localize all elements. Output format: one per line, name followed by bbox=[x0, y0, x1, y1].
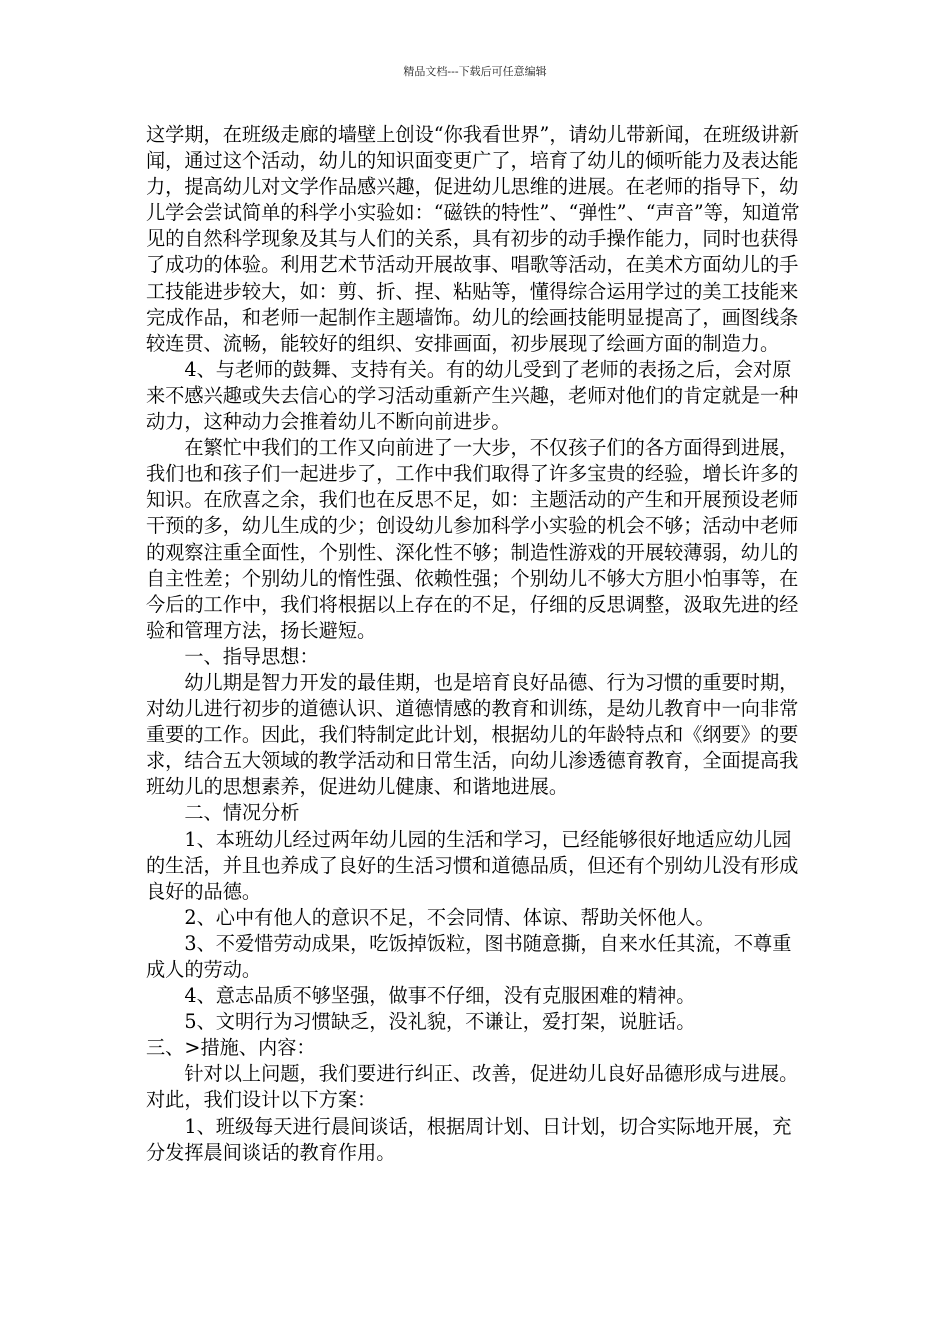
paragraph: 针对以上问题，我们要进行纠正、改善，促进幼儿良好品德形成与进展。对此，我们设计以下方案： bbox=[146, 1062, 799, 1112]
list-item: 1、班级每天进行晨间谈话，根据周计划、日计划，切合实际地开展，充分发挥晨间谈话的教育作用。 bbox=[146, 1114, 792, 1164]
paragraph: 在繁忙中我们的工作又向前进了一大步，不仅孩子们的各方面得到进展，我们也和孩子们一起进步了，工作中我们取得了许多宝贵的经验，增长许多的知识。在欣喜之余，我们也在反思不足，如：主题活动的产生和开展预设老师干预的多，幼儿生成的少；创设幼儿参加科学小实验的机会不够；活动中老师的观察注重全面性，个别性、深化性不够；制造性游戏的开展较薄弱，幼儿的自主性差；个别幼儿的惰性强、依赖性强；个别幼儿不够大方胆小怕事等，在今后的工作中，我们将根据以上存在的不足，仔细的反思调整，汲取先进的经验和管理方法，扬长避短。 bbox=[146, 436, 799, 642]
paragraph: 4、与老师的鼓舞、支持有关。有的幼儿受到了老师的表扬之后，会对原来不感兴趣或失去信心的学习活动重新产生兴趣，老师对他们的肯定就是一种动力，这种动力会推着幼儿不断向前进步。 bbox=[146, 357, 799, 434]
list-item: 3、不爱惜劳动成果，吃饭掉饭粒，图书随意撕，自来水任其流，不尊重成人的劳动。 bbox=[146, 931, 792, 981]
list-item: 2、心中有他人的意识不足，不会同情、体谅、帮助关怀他人。 bbox=[146, 905, 715, 929]
paragraph: 幼儿期是智力开发的最佳期，也是培育良好品德、行为习惯的重要时期，对幼儿进行初步的道德认识、道德情感的教育和训练，是幼儿教育中一向非常重要的工作。因此，我们特制定此计划，根据幼儿的年龄特点和《纲要》的要求，结合五大领域的教学活动和日常生活，向幼儿渗透德育教育，全面提高我班幼儿的思想素养，促进幼儿健康、和谐地进展。 bbox=[146, 670, 799, 799]
list-item: 1、本班幼儿经过两年幼儿园的生活和学习，已经能够很好地适应幼儿园的生活，并且也养成了良好的生活习惯和道德品质，但还有个别幼儿没有形成良好的品德。 bbox=[146, 827, 799, 903]
section-heading: 二、情况分析 bbox=[146, 801, 300, 825]
list-item: 5、文明行为习惯缺乏，没礼貌，不谦让，爱打架，说脏话。 bbox=[146, 1010, 696, 1034]
page-header: 精品文档---下载后可任意编辑 bbox=[403, 65, 547, 78]
list-item: 4、意志品质不够坚强，做事不仔细，没有克服困难的精神。 bbox=[146, 984, 696, 1008]
section-heading: 一、指导思想： bbox=[146, 644, 319, 668]
paragraph: 这学期，在班级走廊的墙壁上创设“你我看世界”，请幼儿带新闻，在班级讲新闻，通过这个活动，幼儿的知识面变更广了，培育了幼儿的倾听能力及表达能力，提高幼儿对文学作品感兴趣，促进幼儿思维的进展。在老师的指导下，幼儿学会尝试简单的科学小实验如：“磁铁的特性”、“弹性”、“声音”等，知道常见的自然科学现象及其与人们的关系，具有初步的动手操作能力，同时也获得了成功的体验。利用艺术节活动开展故事、唱歌等活动，在美术方面幼儿的手工技能进步较大，如：剪、折、捏、粘贴等，懂得综合运用学过的美工技能来完成作品，和老师一起制作主题墙饰。幼儿的绘画技能明显提高了，画图线条较连贯、流畅，能较好的组织、安排画面，初步展现了绘画方面的制造力。 bbox=[146, 123, 800, 355]
document-body bbox=[146, 122, 806, 1166]
section-heading: 三、>措施、内容： bbox=[146, 1036, 316, 1060]
